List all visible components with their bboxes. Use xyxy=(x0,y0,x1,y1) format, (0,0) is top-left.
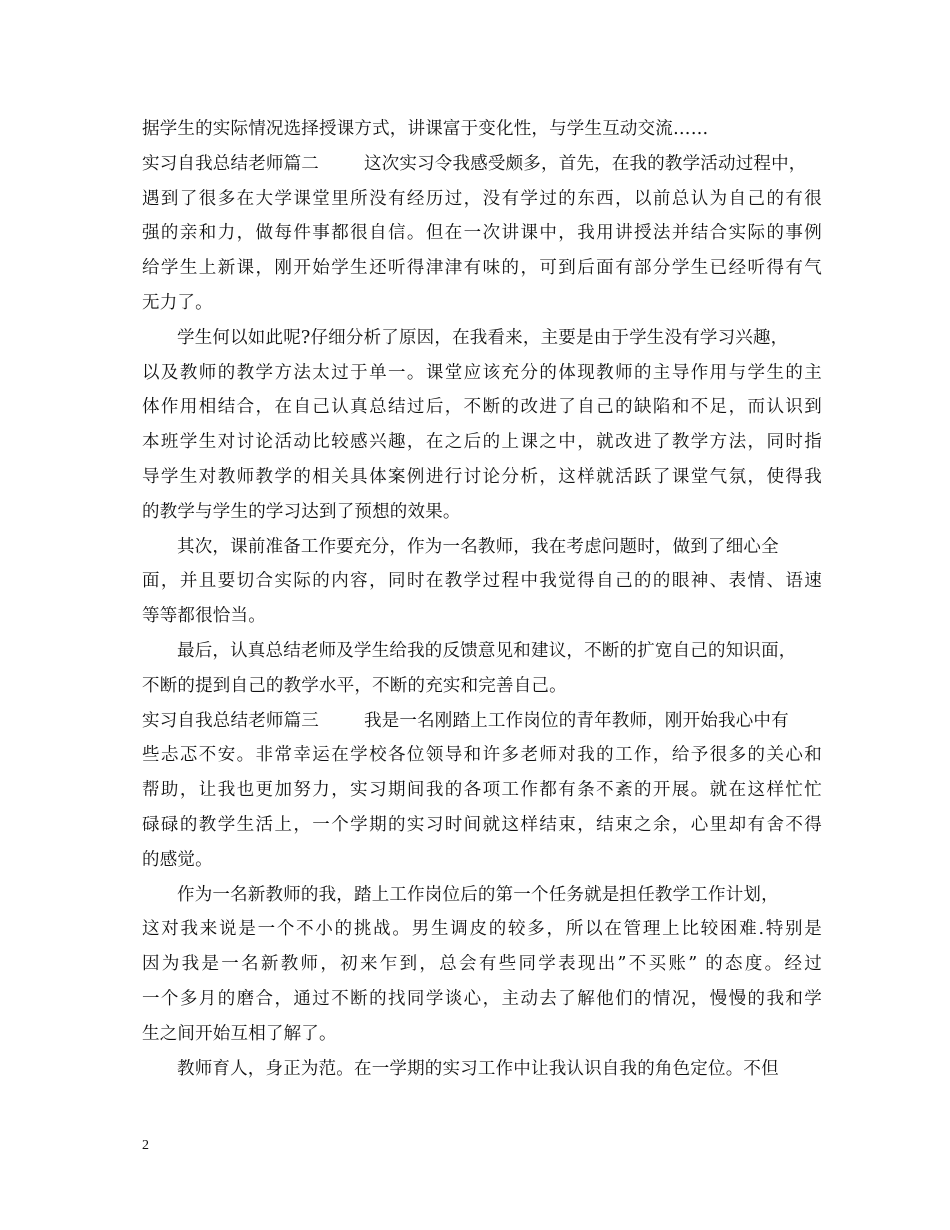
text-line: 生之间开始互相了解了。 xyxy=(142,1023,337,1044)
text-line: 遇到了很多在大学课堂里所没有经历过，没有学过的东西，以前总认为自己的有很 xyxy=(142,188,822,209)
text-line: 帮助，让我也更加努力，实习期间我的各项工作都有条不紊的开展。就在这样忙忙 xyxy=(142,780,822,801)
text-line: 据学生的实际情况选择授课方式，讲课富于变化性，与学生互动交流…… xyxy=(142,119,709,139)
text-line: 最后，认真总结老师及学生给我的反馈意见和建议，不断的扩宽自己的知识面， xyxy=(177,640,797,661)
text-line: 面，并且要切合实际的内容，同时在教学过程中我觉得自己的的眼神、表情、语速 xyxy=(142,571,822,592)
text-line: 以及教师的教学方法太过于单一。课堂应该充分的体现教师的主导作用与学生的主 xyxy=(142,362,822,383)
section-first-line-text: 我是一名刚踏上工作岗位的青年教师，刚开始我心中有 xyxy=(364,710,789,731)
text-line: 导学生对教师教学的相关具体案例进行讨论分析，这样就活跃了课堂气氛，使得我 xyxy=(142,466,822,487)
text-line: 些忐忑不安。非常幸运在学校各位领导和许多老师对我的工作，给予很多的关心和 xyxy=(142,745,822,766)
page-number: 2 xyxy=(142,1138,149,1153)
text-line: 给学生上新课，刚开始学生还听得津津有味的，可到后面有部分学生已经听得有气 xyxy=(142,258,822,279)
section-heading-line xyxy=(142,704,822,739)
text-line: 体作用相结合，在自己认真总结过后，不断的改进了自己的缺陷和不足，而认识到 xyxy=(142,397,822,418)
text-line: 教师育人，身正为范。在一学期的实习工作中让我认识自我的角色定位。不但 xyxy=(177,1058,779,1079)
text-line: 碌碌的教学生活上，一个学期的实习时间就这样结束，结束之余，心里却有舍不得 xyxy=(142,814,822,835)
text-line: 无力了。 xyxy=(142,292,213,313)
text-line: 的教学与学生的学习达到了预想的效果。 xyxy=(142,501,461,522)
text-line: 作为一名新教师的我，踏上工作岗位后的第一个任务就是担任教学工作计划， xyxy=(177,884,779,905)
text-line: 因为我是一名新教师，初来乍到，总会有些同学表现出”不买账” 的态度。经过 xyxy=(142,954,822,975)
text-line: 这对我来说是一个不小的挑战。男生调皮的较多，所以在管理上比较困难.特别是 xyxy=(142,919,822,940)
section-heading-line xyxy=(142,147,822,182)
text-line: 等等都很恰当。 xyxy=(142,606,266,627)
document-body xyxy=(142,112,822,1086)
text-line: 学生何以如此呢?仔细分析了原因，在我看来，主要是由于学生没有学习兴趣， xyxy=(177,327,789,348)
text-line: 不断的提到自己的教学水平，不断的充实和完善自己。 xyxy=(142,675,567,696)
section-first-line-text: 这次实习令我感受颇多，首先，在我的教学活动过程中， xyxy=(364,153,807,174)
text-line: 本班学生对讨论活动比较感兴趣，在之后的上课之中，就改进了教学方法，同时指 xyxy=(142,432,822,453)
text-line: 的感觉。 xyxy=(142,849,213,870)
section-title: 实习自我总结老师篇二 xyxy=(142,153,319,174)
section-title: 实习自我总结老师篇三 xyxy=(142,710,319,731)
text-line: 其次，课前准备工作要充分，作为一名教师，我在考虑问题时，做到了细心全 xyxy=(177,536,779,557)
text-line: 一个多月的磨合，通过不断的找同学谈心，主动去了解他们的情况，慢慢的我和学 xyxy=(142,988,822,1009)
text-line: 强的亲和力，做每件事都很自信。但在一次讲课中，我用讲授法并结合实际的事例 xyxy=(142,223,822,244)
